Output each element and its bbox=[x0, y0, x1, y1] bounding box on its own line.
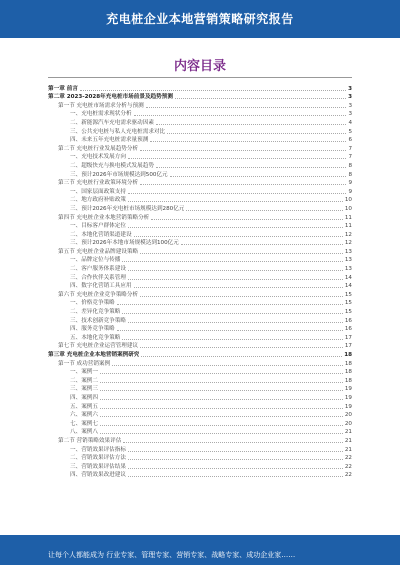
toc-entry[interactable] bbox=[48, 264, 352, 273]
toc-entry-page: 20 bbox=[344, 412, 352, 419]
toc-entry-label: 一、目标客户群体定位 bbox=[70, 223, 126, 230]
toc-entry-page: 18 bbox=[344, 360, 352, 367]
toc-leader-dots bbox=[140, 150, 346, 151]
toc-entry-label: 四、未来五年充电桩需求量预测 bbox=[70, 137, 149, 144]
toc-leader-dots bbox=[150, 141, 346, 142]
toc-entry-label: 第二章 2023-2028年充电桩市场前景及趋势预测 bbox=[48, 94, 173, 101]
toc-entry[interactable] bbox=[48, 454, 352, 463]
toc-entry[interactable] bbox=[48, 462, 352, 471]
toc-entry-page: 19 bbox=[344, 403, 352, 410]
table-of-contents bbox=[48, 84, 352, 479]
toc-entry[interactable] bbox=[48, 213, 352, 222]
toc-entry-page: 16 bbox=[344, 326, 352, 333]
toc-entry-page: 3 bbox=[348, 85, 352, 92]
toc-entry[interactable] bbox=[48, 290, 352, 299]
toc-entry-page: 10 bbox=[344, 197, 352, 204]
toc-leader-dots bbox=[140, 296, 343, 297]
toc-entry-page: 3 bbox=[348, 111, 352, 118]
toc-entry-page: 18 bbox=[344, 369, 352, 376]
toc-leader-dots bbox=[134, 287, 343, 288]
toc-entry-page: 4 bbox=[348, 119, 352, 126]
toc-entry-page: 18 bbox=[344, 352, 352, 358]
toc-entry[interactable] bbox=[48, 299, 352, 308]
toc-entry-page: 3 bbox=[348, 102, 352, 109]
toc-leader-dots bbox=[140, 184, 346, 185]
toc-leader-dots bbox=[80, 90, 346, 91]
toc-leader-dots bbox=[128, 158, 346, 159]
toc-entry-page: 17 bbox=[344, 343, 352, 350]
toc-entry-page: 21 bbox=[344, 437, 352, 444]
toc-entry-label: 三、公共充电桩与私人充电桩需求对比 bbox=[70, 128, 166, 135]
toc-entry-page: 17 bbox=[344, 334, 352, 341]
toc-leader-dots bbox=[170, 176, 347, 177]
toc-entry-page: 13 bbox=[344, 248, 352, 255]
toc-entry[interactable] bbox=[48, 196, 352, 205]
toc-entry-page: 19 bbox=[344, 394, 352, 401]
toc-leader-dots bbox=[100, 390, 343, 391]
toc-entry[interactable] bbox=[48, 179, 352, 188]
toc-entry-label: 第四节 充电桩企业本地营销策略分析 bbox=[58, 214, 150, 221]
toc-entry-page: 21 bbox=[344, 446, 352, 453]
toc-entry-page: 22 bbox=[344, 472, 352, 479]
toc-entry[interactable] bbox=[48, 101, 352, 110]
toc-leader-dots bbox=[141, 356, 342, 357]
toc-leader-dots bbox=[100, 433, 343, 434]
toc-entry-label: 五、案例五 bbox=[70, 403, 98, 410]
toc-entry[interactable] bbox=[48, 436, 352, 445]
toc-leader-dots bbox=[100, 425, 343, 426]
report-title: 充电桩企业本地营销策略研究报告 bbox=[106, 12, 294, 26]
toc-entry[interactable] bbox=[48, 273, 352, 282]
toc-leader-dots bbox=[117, 304, 343, 305]
toc-entry-label: 三、案例三 bbox=[70, 386, 98, 393]
toc-leader-dots bbox=[128, 468, 343, 469]
toc-entry-label: 第三节 充电桩行业政策环境分析 bbox=[58, 180, 139, 187]
toc-leader-dots bbox=[122, 313, 343, 314]
toc-divider bbox=[48, 77, 352, 78]
toc-entry-label: 一、价格竞争策略 bbox=[70, 300, 115, 307]
toc-entry[interactable] bbox=[48, 239, 352, 248]
toc-entry-page: 9 bbox=[348, 180, 352, 187]
toc-entry-page: 15 bbox=[344, 309, 352, 316]
toc-entry-label: 一、案例一 bbox=[70, 369, 98, 376]
toc-entry[interactable] bbox=[48, 445, 352, 454]
toc-entry[interactable] bbox=[48, 84, 352, 93]
toc-leader-dots bbox=[128, 279, 343, 280]
toc-entry-label: 三、合作伙伴关系管理 bbox=[70, 274, 126, 281]
toc-entry-label: 一、品牌定位与传播 bbox=[70, 257, 121, 264]
toc-entry-page: 15 bbox=[344, 300, 352, 307]
toc-entry[interactable] bbox=[48, 411, 352, 420]
toc-entry-page: 12 bbox=[344, 240, 352, 247]
toc-entry-label: 七、案例七 bbox=[70, 420, 98, 427]
toc-entry-label: 第一节 成功营销案例 bbox=[58, 360, 111, 367]
toc-entry[interactable] bbox=[48, 350, 352, 359]
toc-entry-page: 21 bbox=[344, 429, 352, 436]
toc-entry[interactable] bbox=[48, 204, 352, 213]
toc-leader-dots bbox=[146, 107, 347, 108]
toc-leader-dots bbox=[128, 322, 343, 323]
toc-entry-label: 二、本地化营销渠道建设 bbox=[70, 231, 132, 238]
toc-leader-dots bbox=[186, 210, 342, 211]
toc-entry-label: 二、营销效果评估方法 bbox=[70, 455, 126, 462]
toc-leader-dots bbox=[112, 365, 343, 366]
toc-leader-dots bbox=[134, 236, 343, 237]
toc-entry[interactable] bbox=[48, 316, 352, 325]
toc-entry[interactable] bbox=[48, 428, 352, 437]
toc-leader-dots bbox=[151, 219, 343, 220]
toc-entry-label: 第六节 充电桩企业竞争策略分析 bbox=[58, 291, 139, 298]
toc-entry-page: 20 bbox=[344, 420, 352, 427]
toc-entry[interactable] bbox=[48, 161, 352, 170]
toc-entry[interactable] bbox=[48, 385, 352, 394]
toc-leader-dots bbox=[122, 261, 343, 262]
toc-entry-label: 四、案例四 bbox=[70, 394, 98, 401]
toc-heading: 内容目录 bbox=[173, 59, 226, 74]
toc-entry[interactable] bbox=[48, 144, 352, 153]
toc-entry-page: 7 bbox=[348, 154, 352, 161]
toc-entry-page: 13 bbox=[344, 257, 352, 264]
toc-leader-dots bbox=[181, 244, 343, 245]
toc-leader-dots bbox=[128, 227, 343, 228]
toc-entry-page: 12 bbox=[344, 231, 352, 238]
toc-entry[interactable] bbox=[48, 368, 352, 377]
toc-entry[interactable] bbox=[48, 247, 352, 256]
toc-entry-label: 三、预计2026年本地市场规模达到100亿元 bbox=[70, 240, 179, 247]
report-header bbox=[0, 0, 400, 38]
toc-entry-label: 第二节 营销策略效果评估 bbox=[58, 437, 122, 444]
toc-leader-dots bbox=[167, 133, 346, 134]
toc-entry-page: 8 bbox=[348, 162, 352, 169]
toc-entry-label: 二、差异化竞争策略 bbox=[70, 309, 121, 316]
toc-entry-page: 22 bbox=[344, 455, 352, 462]
toc-entry[interactable] bbox=[48, 471, 352, 480]
toc-leader-dots bbox=[128, 270, 343, 271]
toc-entry-label: 第七节 充电桩企业运营管理建议 bbox=[58, 343, 139, 350]
toc-entry-label: 第一节 充电桩市场需求分析与预测 bbox=[58, 102, 144, 109]
toc-entry-label: 八、案例八 bbox=[70, 429, 98, 436]
toc-entry-page: 13 bbox=[344, 266, 352, 273]
toc-entry-label: 四、营销效果改进建议 bbox=[70, 472, 126, 479]
toc-entry-page: 22 bbox=[344, 463, 352, 470]
toc-entry-label: 第一章 前言 bbox=[48, 85, 78, 92]
toc-entry-label: 一、国家层面政策支持 bbox=[70, 188, 126, 195]
toc-leader-dots bbox=[175, 98, 346, 99]
toc-entry-page: 6 bbox=[348, 137, 352, 144]
toc-entry-page: 18 bbox=[344, 377, 352, 384]
toc-entry[interactable] bbox=[48, 419, 352, 428]
toc-entry-label: 第三章 充电桩企业本地营销案例研究 bbox=[48, 352, 140, 358]
toc-entry-label: 三、预计2026年充电桩市场规模达到280亿元 bbox=[70, 205, 185, 212]
toc-leader-dots bbox=[128, 201, 343, 202]
toc-entry[interactable] bbox=[48, 118, 352, 127]
toc-leader-dots bbox=[100, 408, 343, 409]
toc-entry-label: 第二节 充电桩行业发展趋势分析 bbox=[58, 145, 139, 152]
toc-entry-page: 15 bbox=[344, 291, 352, 298]
toc-entry[interactable] bbox=[48, 325, 352, 334]
footer-slogan: 让每个人都能成为 行业专家、管理专家、营销专家、战略专家、成功企业家…… bbox=[48, 551, 296, 559]
toc-leader-dots bbox=[134, 115, 347, 116]
toc-entry[interactable] bbox=[48, 153, 352, 162]
toc-leader-dots bbox=[100, 416, 343, 417]
toc-leader-dots bbox=[156, 124, 347, 125]
toc-entry-label: 一、营销效果评估指标 bbox=[70, 446, 126, 453]
toc-entry-page: 3 bbox=[348, 94, 352, 101]
toc-leader-dots bbox=[140, 253, 343, 254]
toc-leader-dots bbox=[128, 193, 346, 194]
toc-entry-label: 二、新能源汽车充电需求驱动因素 bbox=[70, 119, 154, 126]
toc-leader-dots bbox=[117, 330, 343, 331]
toc-entry-label: 二、超级快充与换电模式发展趋势 bbox=[70, 162, 154, 169]
toc-entry-label: 六、案例六 bbox=[70, 412, 98, 419]
toc-entry[interactable] bbox=[48, 222, 352, 231]
toc-leader-dots bbox=[128, 459, 343, 460]
toc-entry-page: 11 bbox=[344, 214, 352, 221]
toc-entry-label: 五、本地化竞争策略 bbox=[70, 334, 121, 341]
toc-leader-dots bbox=[128, 451, 343, 452]
toc-entry-page: 14 bbox=[344, 274, 352, 281]
toc-entry[interactable] bbox=[48, 127, 352, 136]
toc-entry[interactable] bbox=[48, 402, 352, 411]
toc-entry-page: 19 bbox=[344, 386, 352, 393]
toc-entry-page: 9 bbox=[348, 188, 352, 195]
toc-entry-label: 二、案例二 bbox=[70, 377, 98, 384]
toc-entry[interactable] bbox=[48, 187, 352, 196]
toc-entry-label: 二、地方政府补贴政策 bbox=[70, 197, 126, 204]
toc-entry-label: 一、充电桩需求现状分析 bbox=[70, 111, 132, 118]
toc-entry-page: 5 bbox=[348, 128, 352, 135]
toc-entry[interactable] bbox=[48, 110, 352, 119]
toc-entry-page: 14 bbox=[344, 283, 352, 290]
toc-entry-label: 二、客户服务体系建设 bbox=[70, 266, 126, 273]
toc-entry[interactable] bbox=[48, 282, 352, 291]
toc-leader-dots bbox=[100, 373, 343, 374]
toc-entry[interactable] bbox=[48, 376, 352, 385]
toc-leader-dots bbox=[122, 339, 343, 340]
toc-entry[interactable] bbox=[48, 93, 352, 102]
toc-entry-label: 四、数字化营销工具应用 bbox=[70, 283, 132, 290]
toc-leader-dots bbox=[156, 167, 347, 168]
toc-entry-page: 11 bbox=[344, 223, 352, 230]
toc-entry-label: 四、服务竞争策略 bbox=[70, 326, 115, 333]
toc-entry-page: 8 bbox=[348, 171, 352, 178]
toc-entry[interactable] bbox=[48, 359, 352, 368]
toc-entry-label: 三、技术创新竞争策略 bbox=[70, 317, 126, 324]
toc-entry-label: 一、充电技术发展方向 bbox=[70, 154, 126, 161]
toc-entry[interactable] bbox=[48, 170, 352, 179]
toc-leader-dots bbox=[123, 442, 343, 443]
toc-entry[interactable] bbox=[48, 342, 352, 351]
toc-entry[interactable] bbox=[48, 393, 352, 402]
toc-entry-page: 16 bbox=[344, 317, 352, 324]
toc-leader-dots bbox=[140, 347, 343, 348]
toc-entry-page: 7 bbox=[348, 145, 352, 152]
toc-entry[interactable] bbox=[48, 333, 352, 342]
toc-entry[interactable] bbox=[48, 136, 352, 145]
toc-leader-dots bbox=[100, 382, 343, 383]
toc-entry[interactable] bbox=[48, 230, 352, 239]
toc-entry-label: 三、预计2026年市场规模达到500亿元 bbox=[70, 171, 168, 178]
toc-entry[interactable] bbox=[48, 256, 352, 265]
toc-entry-page: 10 bbox=[344, 205, 352, 212]
toc-leader-dots bbox=[100, 399, 343, 400]
toc-entry-label: 三、营销效果评估结果 bbox=[70, 463, 126, 470]
toc-entry-label: 第五节 充电桩企业品牌建设策略 bbox=[58, 248, 139, 255]
toc-entry[interactable] bbox=[48, 307, 352, 316]
toc-leader-dots bbox=[128, 476, 343, 477]
report-footer bbox=[0, 535, 400, 565]
